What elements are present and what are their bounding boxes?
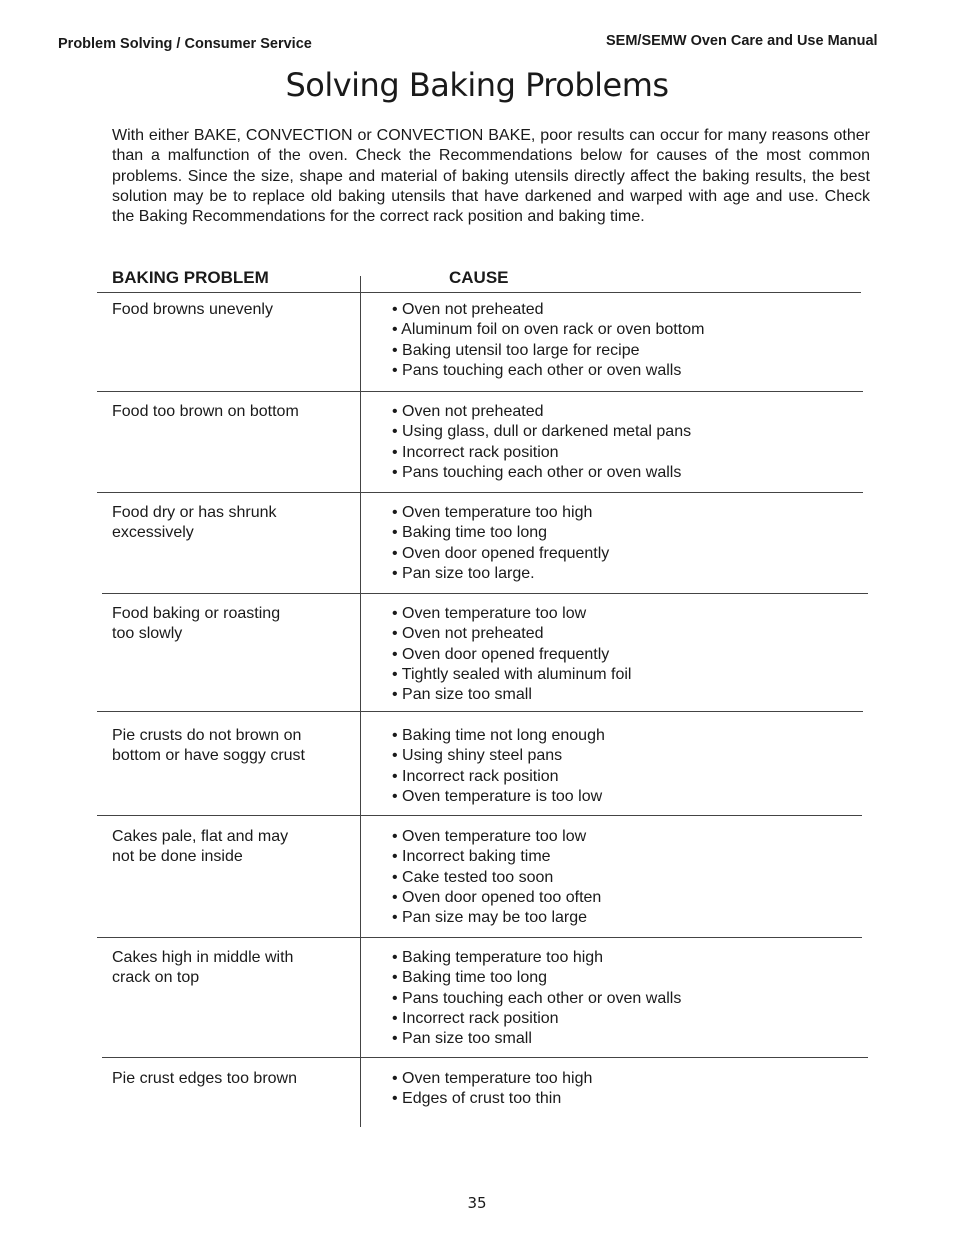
- cause-item: • Cake tested too soon: [392, 868, 554, 886]
- cause-list: [392, 503, 609, 584]
- cause-list: [392, 827, 601, 928]
- cause-item: • Incorrect rack position: [392, 443, 559, 461]
- cause-item: • Pan size too small: [392, 1030, 532, 1048]
- cause-item: • Oven door opened frequently: [392, 645, 610, 663]
- cause-item: • Oven temperature too high: [392, 504, 593, 521]
- problem-text: Cakes pale, flat and may not be done inside: [112, 828, 289, 866]
- header-right: SEM/SEMW Oven Care and Use Manual: [606, 33, 878, 49]
- cause-item: • Pan size may be too large: [392, 909, 588, 927]
- column-divider: [360, 276, 361, 1127]
- cause-item: • Pans touching each other or oven walls: [392, 989, 682, 1007]
- row-rule: [97, 391, 863, 392]
- header-left: Problem Solving / Consumer Service: [58, 36, 312, 52]
- cause-item: • Using glass, dull or darkened metal pans: [392, 423, 692, 441]
- cause-item: • Incorrect baking time: [392, 848, 551, 866]
- cause-list: [392, 948, 681, 1049]
- cause-item: • Using shiny steel pans: [392, 747, 563, 765]
- cause-item: • Oven door opened too often: [392, 888, 602, 906]
- page-title: Solving Baking Problems: [285, 66, 669, 104]
- cause-list: [392, 1069, 592, 1110]
- problem-text: Food too brown on bottom: [112, 403, 299, 420]
- cause-item: • Oven door opened frequently: [392, 544, 610, 562]
- cause-item: • Pan size too small: [392, 686, 532, 704]
- problem-text: Food dry or has shrunk excessively: [112, 504, 277, 542]
- cause-list: [392, 402, 691, 483]
- cause-list: [392, 604, 631, 705]
- cause-item: • Pans touching each other or oven walls: [392, 361, 682, 379]
- problem-text: Cakes high in middle with crack on top: [112, 949, 294, 987]
- row-rule: [97, 815, 862, 816]
- cause-item: • Pan size too large.: [392, 564, 535, 582]
- cause-item: • Baking time not long enough: [392, 727, 605, 744]
- cause-item: • Oven not preheated: [392, 625, 544, 643]
- row-rule: [97, 937, 862, 938]
- cause-item: • Oven not preheated: [392, 403, 544, 420]
- problem-text: Pie crust edges too brown: [112, 1070, 297, 1087]
- cause-item: • Oven temperature is too low: [392, 787, 603, 805]
- intro-paragraph: With either BAKE, CONVECTION or CONVECTION BAKE, poor results can occur for many reasons other than a malfunction of the oven. Check the Recommendations below for causes of the most common problems. Since the size, shape and material of baking utensils directly affect the baking results, the best solution may be to replace old baking utensils that have darkened and warped with age and use. Check the Baking Recommendations for the correct rack position and baking time.: [112, 127, 870, 226]
- row-rule: [97, 711, 863, 712]
- problem-text: Food baking or roasting too slowly: [112, 605, 281, 643]
- cause-item: • Oven temperature too low: [392, 605, 587, 622]
- row-rule: [97, 492, 863, 493]
- problem-text: Food browns unevenly: [112, 301, 273, 318]
- cause-list: [392, 726, 605, 807]
- cause-item: • Baking temperature too high: [392, 949, 604, 966]
- cause-item: • Oven not preheated: [392, 301, 544, 318]
- cause-item: • Incorrect rack position: [392, 767, 559, 785]
- cause-item: • Aluminum foil on oven rack or oven bottom: [392, 321, 705, 339]
- cause-item: • Pans touching each other or oven walls: [392, 463, 682, 481]
- row-rule: [102, 1057, 868, 1058]
- cause-item: • Baking utensil too large for recipe: [392, 341, 640, 359]
- cause-item: • Baking time too long: [392, 524, 548, 542]
- cause-item: • Tightly sealed with aluminum foil: [392, 665, 632, 683]
- problem-text: Pie crusts do not brown on bottom or have soggy crust: [112, 727, 305, 765]
- page-number: 35: [467, 1194, 487, 1212]
- cause-item: • Oven temperature too low: [392, 828, 587, 845]
- cause-item: • Incorrect rack position: [392, 1009, 559, 1027]
- row-rule: [102, 593, 868, 594]
- header-rule: [97, 292, 861, 293]
- cause-item: • Edges of crust too thin: [392, 1090, 562, 1108]
- cause-item: • Baking time too long: [392, 969, 548, 987]
- cause-list: [392, 300, 704, 381]
- table-header-cause: CAUSE: [449, 268, 509, 287]
- cause-item: • Oven temperature too high: [392, 1070, 593, 1087]
- table-header-problem: BAKING PROBLEM: [112, 268, 269, 287]
